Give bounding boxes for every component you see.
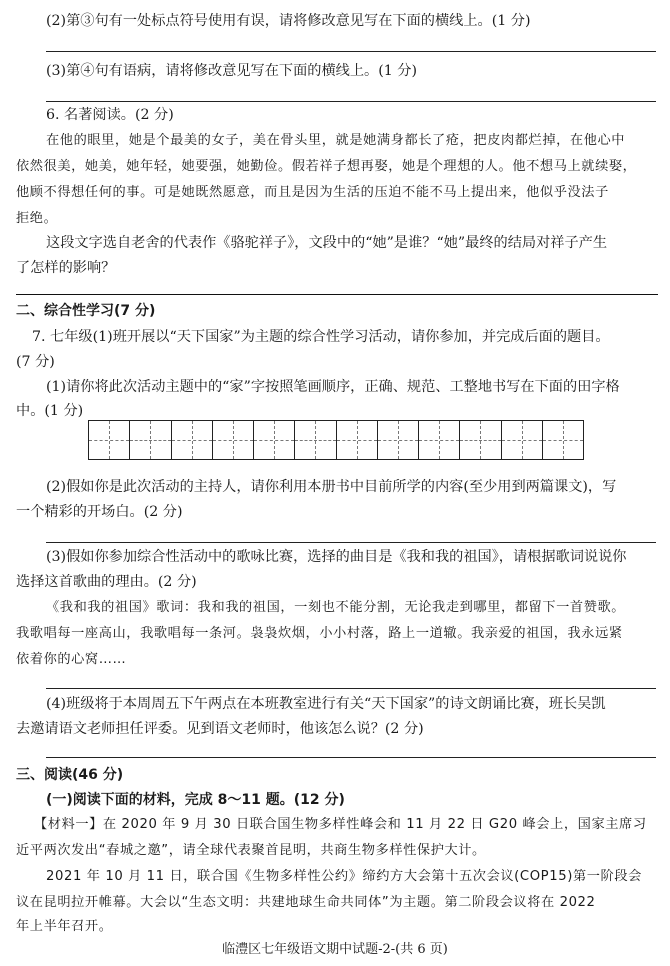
material1-line: 【材料一】在 2020 年 9 月 30 日联合国生物多样性峰会和 11 月 22 日 G20 峰会上，国家主席习 [34, 817, 647, 832]
q7-4-line: 去邀请语文老师担任评委。见到语文老师时，他该怎么说？(2 分) [16, 721, 424, 737]
q7-3-line: 选择这首歌曲的理由。(2 分) [16, 574, 197, 590]
q7-4-line: (4)班级将于本周周五下午两点在本班教室进行有关“天下国家”的诗文朗诵比赛，班长吴凯 [46, 696, 606, 712]
q7-3-lyrics-line: 《我和我的祖国》歌词：我和我的祖国，一刻也不能分割，无论我走到哪里，都留下一首赞歌。 [46, 600, 626, 615]
q7-4-answer-line[interactable] [46, 757, 656, 758]
tianzige-cell[interactable] [419, 421, 460, 459]
q7-2-line: (2)假如你是此次活动的主持人，请你利用本册书中目前所学的内容(至少用到两篇课文)，写 [46, 479, 617, 495]
page-footer: 临澧区七年级语文期中试题-2-(共 6 页) [222, 942, 448, 957]
tianzige-cell[interactable] [89, 421, 130, 459]
q6-passage-line: 他顾不得想任何的事。可是她既然愿意，而且是因为生活的压迫不能不马上提出来，他似乎没法子 [16, 185, 609, 200]
tianzige-cell[interactable] [172, 421, 213, 459]
q7-intro-line: 7. 七年级(1)班开展以“天下国家”为主题的综合性学习活动，请你参加，并完成后面的题目。 [32, 329, 610, 345]
q7-3-lyrics-line: 我歌唱每一座高山，我歌唱每一条河。袅袅炊烟，小小村落，路上一道辙。我亲爱的祖国，我永远紧 [16, 626, 623, 641]
material1-line: 近平两次发出“春城之邀”，请全球代表聚首昆明，共商生物多样性保护大计。 [16, 843, 486, 858]
q5-2-text: (2)第③句有一处标点符号使用有误，请将修改意见写在下面的横线上。(1 分) [46, 13, 531, 29]
q6-title: 6. 名著阅读。(2 分) [46, 107, 174, 123]
tianzige-cell[interactable] [130, 421, 171, 459]
tianzige-cell[interactable] [378, 421, 419, 459]
q6-question-line: 这段文字选自老舍的代表作《骆驼祥子》，文段中的“她”是谁？“她”最终的结局对祥子产生 [46, 235, 608, 251]
section2-title: 二、综合性学习(7 分) [16, 303, 156, 319]
q6-question-line: 了怎样的影响？ [16, 260, 116, 276]
q6-passage-line: 依然很美，她美，她年轻，她要强，她勤俭。假若祥子想再娶，她是个理想的人。他不想马上就续娶， [16, 159, 637, 174]
q7-1-line: 中。(1 分) [16, 403, 84, 419]
q5-3-text: (3)第④句有语病，请将修改意见写在下面的横线上。(1 分) [46, 63, 418, 79]
part1-title: (一)阅读下面的材料，完成 8～11 题。(12 分) [46, 792, 345, 808]
tianzige-cell[interactable] [295, 421, 336, 459]
q7-3-lyrics-line: 依着你的心窝…… [16, 652, 127, 667]
tianzige-cell[interactable] [337, 421, 378, 459]
q6-passage-line: 在他的眼里，她是个最美的女子，美在骨头里，就是她满身都长了疮，把皮肉都烂掉，在他心中 [46, 133, 626, 148]
tianzige-cell[interactable] [502, 421, 543, 459]
q7-2-line: 一个精彩的开场白。(2 分) [16, 504, 183, 520]
tianzige-cell[interactable] [254, 421, 295, 459]
q5-3-answer-line[interactable] [46, 101, 656, 102]
q5-2-answer-line[interactable] [46, 51, 656, 52]
q7-3-line: (3)假如你参加综合性活动中的歌咏比赛，选择的曲目是《我和我的祖国》，请根据歌词说说你 [46, 549, 627, 565]
q7-3-answer-line[interactable] [46, 688, 656, 689]
section-divider [16, 294, 658, 295]
q7-1-line: (1)请你将此次活动主题中的“家”字按照笔画顺序，正确、规范、工整地书写在下面的田字格 [46, 379, 620, 395]
q7-2-answer-line[interactable] [46, 542, 656, 543]
tianzige-cell[interactable] [213, 421, 254, 459]
tianzige-cell[interactable] [543, 421, 583, 459]
material1-p2-line: 年上半年召开。 [16, 919, 113, 934]
tianzige-grid[interactable] [88, 420, 584, 460]
material1-p2-line: 议在昆明拉开帷幕。大会以“生态文明：共建地球生命共同体”为主题。第二阶段会议将在 2022 [16, 895, 596, 910]
tianzige-cell[interactable] [460, 421, 501, 459]
material1-p2-line: 2021 年 10 月 11 日，联合国《生物多样性公约》缔约方大会第十五次会议(COP15)第一阶段会 [46, 869, 642, 884]
q6-passage-line: 拒绝。 [16, 211, 58, 226]
q7-intro-line: (7 分) [16, 354, 55, 370]
section3-title: 三、阅读(46 分) [16, 767, 124, 783]
